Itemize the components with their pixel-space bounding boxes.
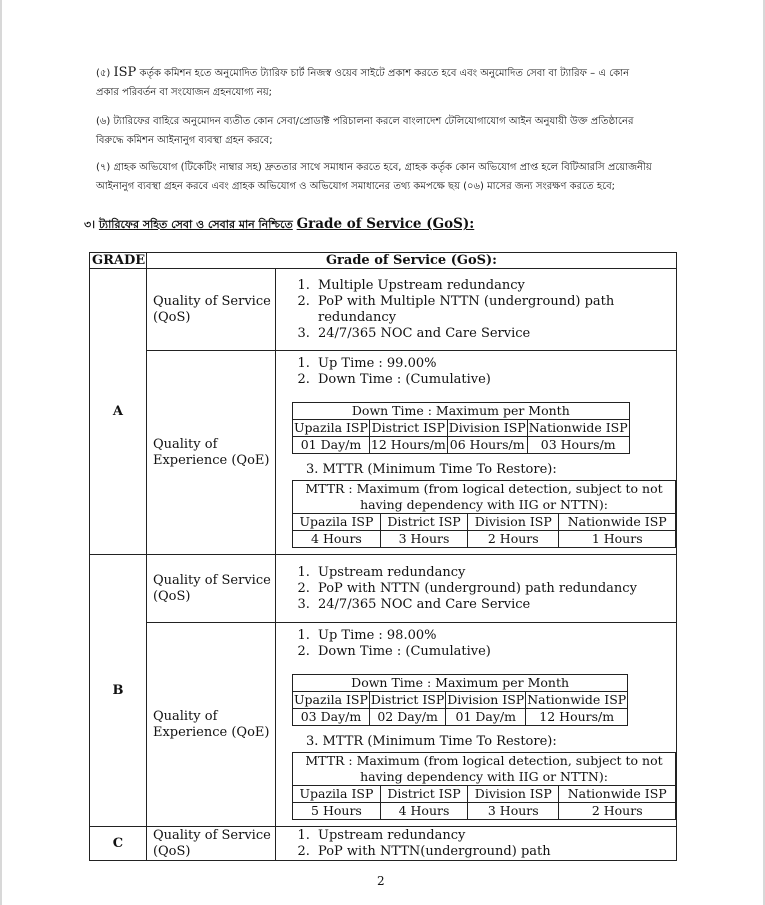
mttr-title: 3. MTTR (Minimum Time To Restore): — [306, 733, 557, 749]
downtime-title: Down Time : Maximum per Month — [293, 674, 628, 691]
column-header: Upazila ISP — [293, 785, 381, 802]
qoe-label: Quality of Experience (QoE) — [146, 623, 275, 827]
table-cell: 01 Day/m — [293, 436, 370, 453]
grade-b: B — [90, 555, 147, 827]
qos-label: Quality of Service (QoS) — [146, 827, 275, 861]
paragraph-5-line1: কর্তৃক কমিশন হতে অনুমোদিত ট্যারিফ চার্ট নিজস্ব ওয়েব সাইটে প্রকাশ করতে হবে এবং অনুমোদিত সেবা বা ট্যারিফ – এ কোন — [139, 68, 630, 79]
table-cell: 12 Hours/m — [370, 436, 446, 452]
mttr-note: MTTR : Maximum (from logical detection, subject to not having dependency with IIG or NTTN): — [293, 752, 676, 785]
gos-table — [89, 252, 677, 861]
column-header: District ISP — [380, 785, 467, 802]
column-header: Upazila ISP — [294, 691, 368, 707]
mttr-table-b — [292, 752, 676, 820]
table-row — [90, 351, 677, 555]
table-row — [90, 555, 677, 623]
header-gos: Grade of Service (GoS): — [146, 253, 676, 269]
table-cell: 3 Hours — [380, 530, 467, 547]
column-header: Division ISP — [447, 691, 525, 707]
table-cell: 2 Hours — [559, 802, 676, 819]
list-item: 2. PoP with NTTN(underground) path — [314, 844, 676, 860]
qoe-label: Quality of Experience (QoE) — [146, 351, 275, 555]
downtime-table-a — [292, 402, 630, 454]
table-cell: 02 Day/m — [369, 708, 445, 725]
column-header: Division ISP — [468, 513, 559, 530]
paragraph-6 — [96, 112, 686, 150]
paragraph-5 — [96, 63, 686, 102]
column-header: Division ISP — [448, 419, 526, 435]
list-item: 2. Down Time : (Cumulative) — [314, 644, 676, 660]
paragraph-6-line2: বিরুদ্ধে কমিশন আইনানুগ ব্যবস্থা গ্রহন করবে; — [96, 135, 273, 146]
list-item: 1. Up Time : 98.00% — [314, 628, 676, 644]
table-cell: 03 Day/m — [293, 708, 370, 725]
downtime-table-b — [292, 674, 628, 726]
qos-a-detail — [276, 269, 677, 351]
table-cell: 12 Hours/m — [526, 708, 628, 725]
isp-term: ISP — [113, 65, 137, 80]
table-cell: 2 Hours — [468, 530, 559, 547]
header-grade: GRADE — [90, 253, 147, 269]
list-item: 2. PoP with NTTN (underground) path redundancy — [314, 581, 676, 597]
qos-c-detail — [276, 827, 677, 861]
column-header: Nationwide ISP — [527, 691, 627, 707]
paragraph-5-line2: প্রকার পরিবর্তন বা সংযোজন গ্রহনযোগ্য নয়; — [96, 87, 272, 98]
list-item: 1. Upstream redundancy — [314, 565, 676, 581]
list-item: 2. PoP with Multiple NTTN (underground) path redundancy — [314, 294, 676, 326]
column-header: Division ISP — [468, 785, 559, 802]
table-cell: 4 Hours — [380, 802, 467, 819]
qoe-b-detail — [276, 623, 677, 827]
mttr-table-a — [292, 480, 676, 548]
table-row — [90, 623, 677, 827]
column-header: District ISP — [370, 691, 445, 707]
mttr-note: MTTR : Maximum (from logical detection, subject to not having dependency with IIG or NTTN): — [293, 480, 676, 513]
column-header: District ISP — [380, 513, 467, 530]
qoe-a-detail — [276, 351, 677, 555]
list-item: 1. Multiple Upstream redundancy — [314, 278, 676, 294]
column-header: Nationwide ISP — [528, 419, 628, 435]
section-title-en: Grade of Service (GoS): — [296, 216, 475, 232]
table-cell: 1 Hours — [559, 530, 676, 547]
section-number: ৩। — [84, 218, 96, 231]
column-header: District ISP — [369, 419, 447, 436]
grade-a: A — [90, 269, 147, 555]
paragraph-6-line1: (৬) ট্যারিফের বাহিরে অনুমোদন ব্যতীত কোন সেবা/প্রোডাক্ট পরিচালনা করলে বাংলাদেশ টেলিযোগাযোগ আইন অনুযায়ী উক্ত প্রতিষ্ঠানের — [96, 116, 634, 127]
page-number: 2 — [377, 874, 385, 888]
list-item: 1. Upstream redundancy — [314, 828, 676, 844]
table-cell: 3 Hours — [468, 802, 559, 819]
column-header: Upazila ISP — [294, 419, 368, 435]
downtime-title: Down Time : Maximum per Month — [293, 402, 630, 419]
table-cell: 4 Hours — [293, 530, 381, 547]
table-row — [90, 269, 677, 351]
column-header: Nationwide ISP — [559, 513, 676, 530]
table-cell: 5 Hours — [293, 802, 381, 819]
paragraph-5-number: (৫) — [96, 68, 111, 79]
list-item: 3. 24/7/365 NOC and Care Service — [314, 597, 676, 613]
table-cell: 01 Day/m — [446, 708, 526, 725]
list-item: 1. Up Time : 99.00% — [314, 356, 676, 372]
table-cell: 06 Hours/m — [447, 436, 527, 453]
table-header-row — [90, 253, 677, 269]
paragraph-7-line2: আইনানুগ ব্যবস্থা গ্রহন করবে এবং গ্রাহক অভিযোগ ও অভিযোগ সমাধানের তথ্য কমপক্ষে ছয় (০৬) মাসের জন্য সংরক্ষণ করতে হবে; — [96, 181, 616, 192]
column-header: Nationwide ISP — [559, 785, 676, 802]
paragraph-7 — [96, 158, 686, 196]
qos-label: Quality of Service (QoS) — [146, 555, 275, 623]
mttr-title: 3. MTTR (Minimum Time To Restore): — [306, 461, 557, 477]
table-cell: 03 Hours/m — [527, 436, 629, 453]
paragraph-7-line1: (৭) গ্রাহক অভিযোগ (টিকেটিং নাম্বার সহ) দ্রুততার সাথে সমাধান করতে হবে, গ্রাহক কর্তৃক কোন অভিযোগ প্রাপ্ত হলে বিটিআরসি প্রয়োজনীয় — [96, 162, 652, 173]
list-item: 2. Down Time : (Cumulative) — [314, 372, 676, 388]
list-item: 3. 24/7/365 NOC and Care Service — [314, 326, 676, 342]
section-title-bn: ট্যারিফের সহিত সেবা ও সেবার মান নিশ্চিতে — [98, 218, 293, 231]
qos-label: Quality of Service (QoS) — [146, 269, 275, 351]
qos-b-detail — [276, 555, 677, 623]
section-title — [84, 216, 474, 235]
column-header: Upazila ISP — [293, 513, 381, 530]
grade-c: C — [90, 827, 147, 861]
table-row — [90, 827, 677, 861]
page-edge-left — [0, 0, 2, 905]
